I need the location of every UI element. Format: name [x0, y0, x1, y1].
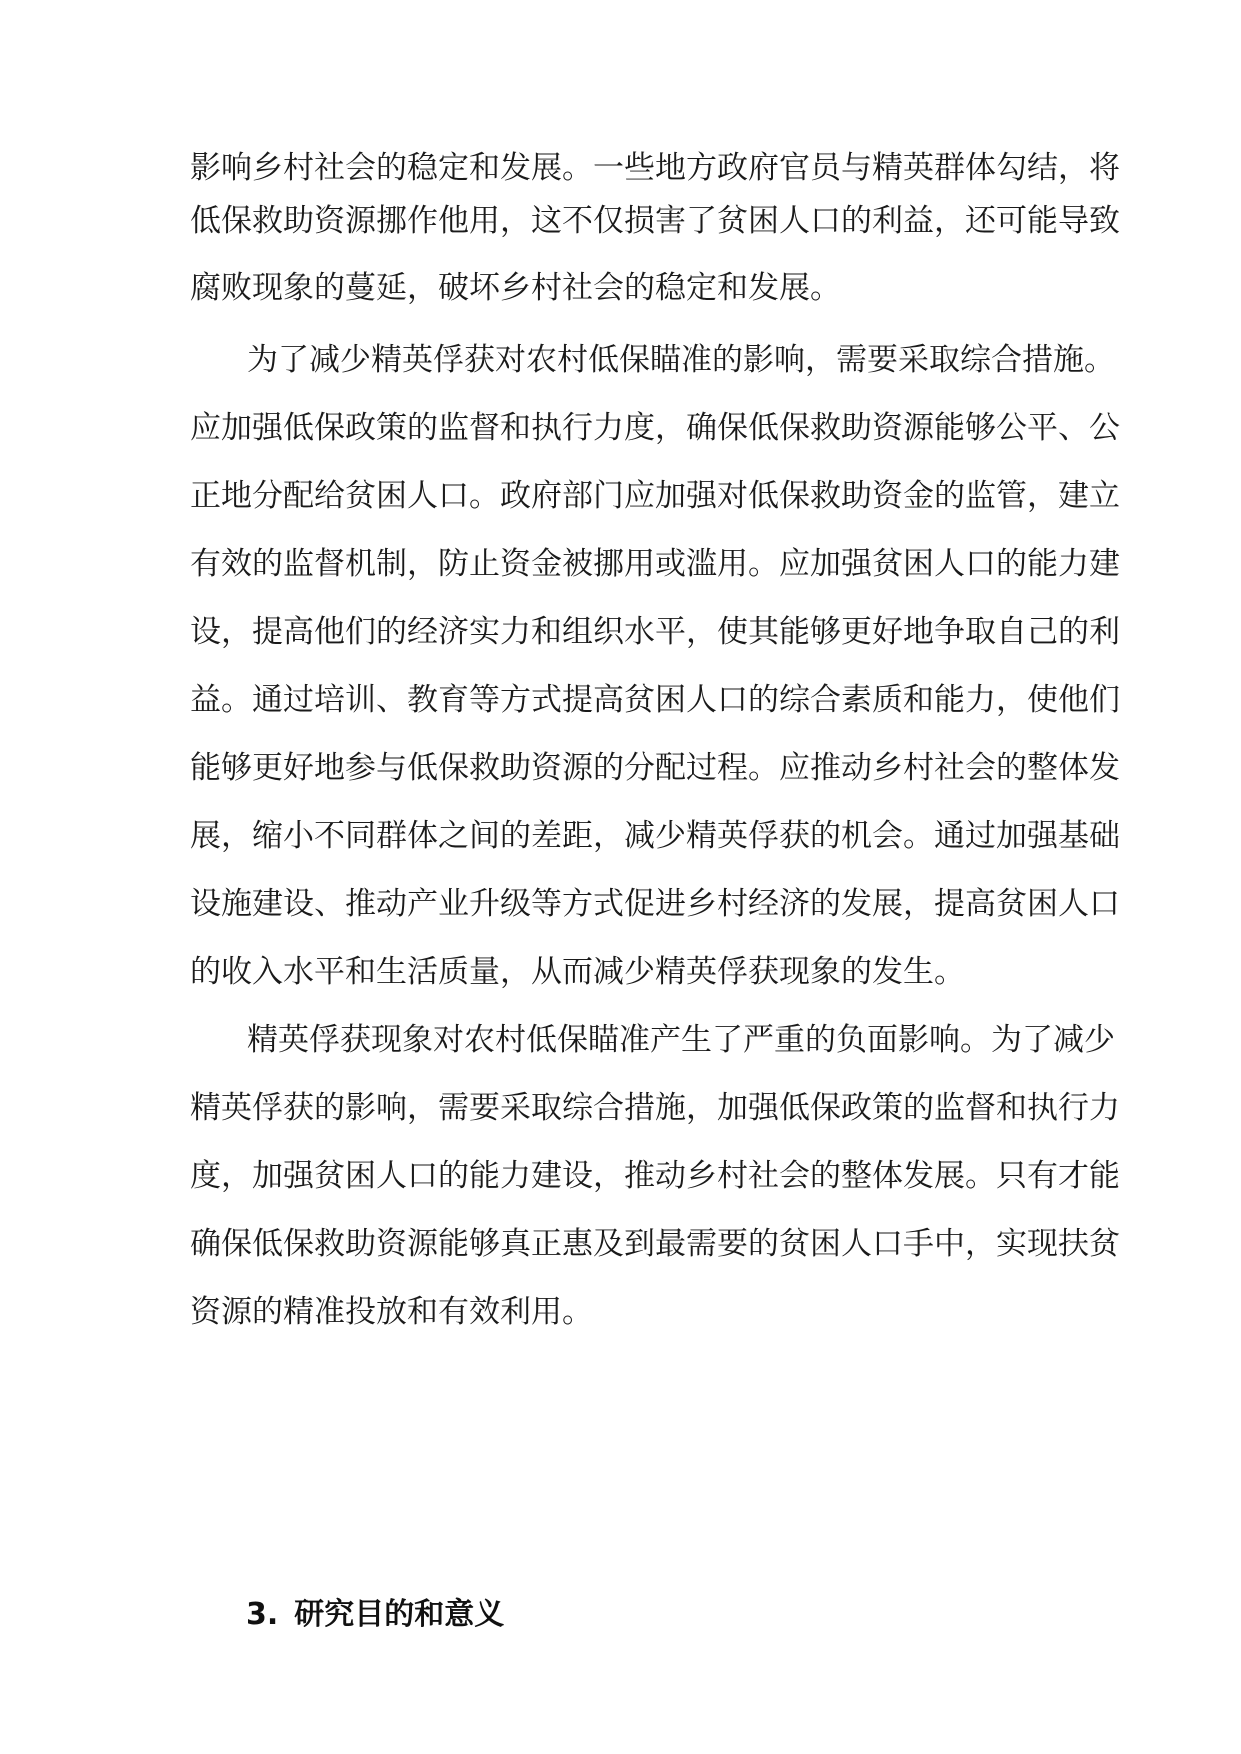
paragraph-2-line-10: 的收入水平和生活质量，从而减少精英俘获现象的发生。	[190, 954, 965, 990]
paragraph-1-line-1: 影响乡村社会的稳定和发展。一些地方政府官员与精英群体勾结，将	[190, 150, 1120, 186]
paragraph-1-line-3: 腐败现象的蔓延，破坏乡村社会的稳定和发展。	[190, 270, 841, 306]
paragraph-3-line-2: 精英俘获的影响，需要采取综合措施，加强低保政策的监督和执行力	[190, 1090, 1120, 1126]
paragraph-2-line-9: 设施建设、推动产业升级等方式促进乡村经济的发展，提高贫困人口	[190, 886, 1120, 922]
paragraph-2-line-5: 设，提高他们的经济实力和组织水平，使其能够更好地争取自己的利	[190, 614, 1120, 650]
paragraph-3-line-3: 度，加强贫困人口的能力建设，推动乡村社会的整体发展。只有才能	[190, 1158, 1120, 1194]
paragraph-2-line-6: 益。通过培训、教育等方式提高贫困人口的综合素质和能力，使他们	[190, 682, 1120, 718]
section-number: 3.	[246, 1597, 279, 1632]
paragraph-2-line-3: 正地分配给贫困人口。政府部门应加强对低保救助资金的监管，建立	[190, 478, 1120, 514]
paragraph-2-line-1: 为了减少精英俘获对农村低保瞄准的影响，需要采取综合措施。	[247, 342, 1115, 378]
paragraph-2-line-7: 能够更好地参与低保救助资源的分配过程。应推动乡村社会的整体发	[190, 750, 1120, 786]
paragraph-3-line-4: 确保低保救助资源能够真正惠及到最需要的贫困人口手中，实现扶贫	[190, 1226, 1120, 1262]
paragraph-3-line-5: 资源的精准投放和有效利用。	[190, 1294, 593, 1330]
paragraph-2-line-4: 有效的监督机制，防止资金被挪用或滥用。应加强贫困人口的能力建	[190, 546, 1120, 582]
paragraph-2-line-2: 应加强低保政策的监督和执行力度，确保低保救助资源能够公平、公	[190, 410, 1120, 446]
paragraph-1-line-2: 低保救助资源挪作他用，这不仅损害了贫困人口的利益，还可能导致	[190, 203, 1120, 239]
paragraph-3-line-1: 精英俘获现象对农村低保瞄准产生了严重的负面影响。为了减少	[247, 1022, 1115, 1058]
paragraph-2-line-8: 展，缩小不同群体之间的差距，减少精英俘获的机会。通过加强基础	[190, 818, 1120, 854]
section-heading	[246, 1595, 504, 1635]
section-title: 研究目的和意义	[294, 1597, 505, 1632]
